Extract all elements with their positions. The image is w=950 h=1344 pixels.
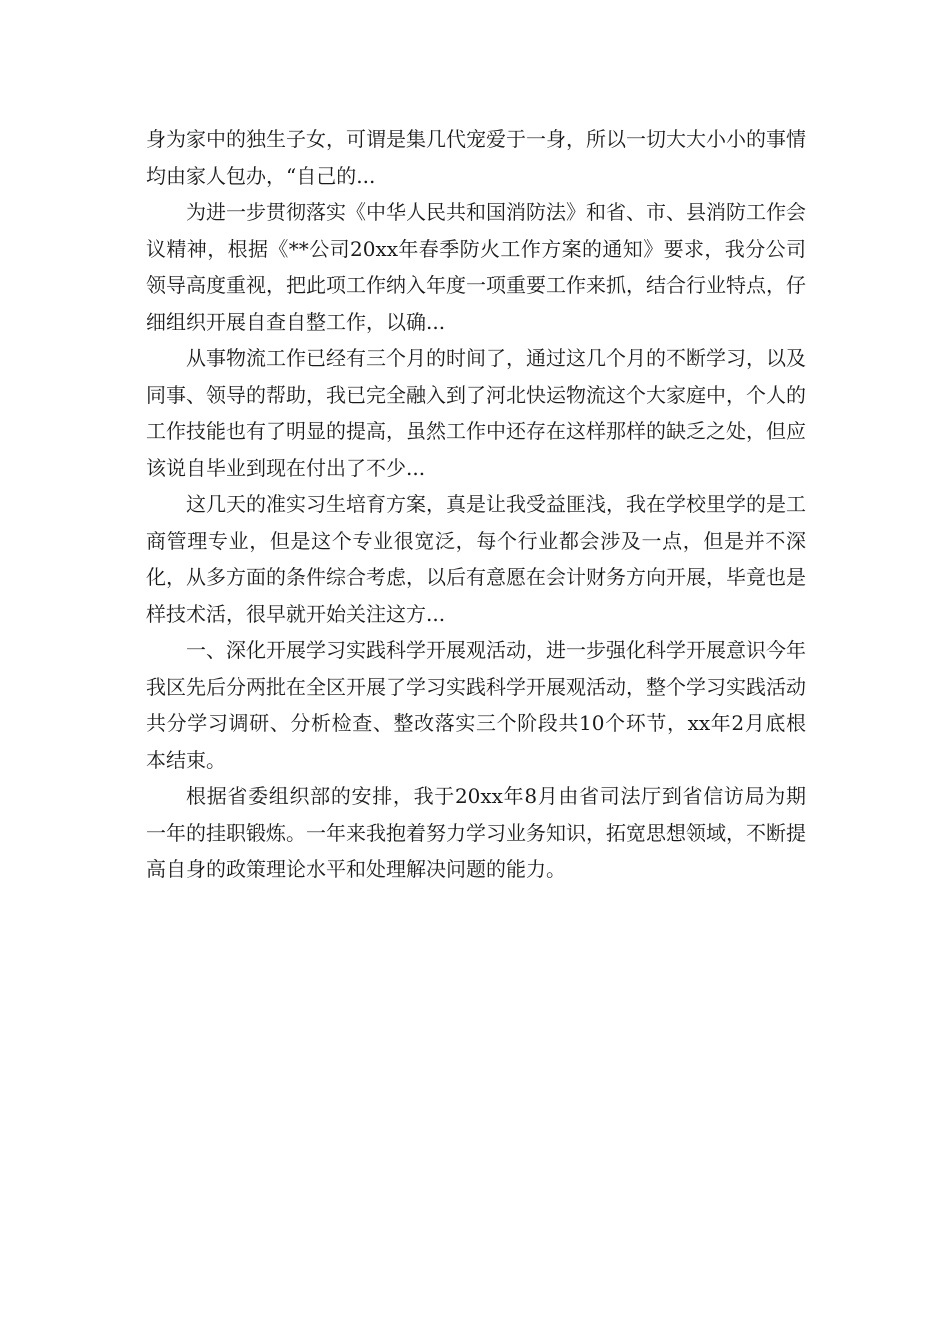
paragraph-4: 这几天的准实习生培育方案，真是让我受益匪浅，我在学校里学的是工商管理专业，但是这个专业很宽泛，每个行业都会涉及一点，但是并不深化，从多方面的条件综合考虑，以后有意愿在会计财务方向开展，毕竟也是样技术活，很早就开始关注这方... — [146, 492, 806, 626]
paragraph-6: 根据省委组织部的安排，我于20xx年8月由省司法厅到省信访局为期一年的挂职锻炼。一年来我抱着努力学习业务知识，拓宽思想领域，不断提高自身的政策理论水平和处理解决问题的能力。 — [146, 784, 806, 881]
paragraph-3: 从事物流工作已经有三个月的时间了，通过这几个月的不断学习，以及同事、领导的帮助，我已完全融入到了河北快运物流这个大家庭中，个人的工作技能也有了明显的提高，虽然工作中还存在这样那样的缺乏之处，但应该说自毕业到现在付出了不少... — [146, 346, 806, 480]
paragraph-2: 为进一步贯彻落实《中华人民共和国消防法》和省、市、县消防工作会议精神，根据《**公司20xx年春季防火工作方案的通知》要求，我分公司领导高度重视，把此项工作纳入年度一项重要工作来抓，结合行业特点，仔细组织开展自查自整工作，以确... — [146, 200, 806, 334]
paragraph-5: 一、深化开展学习实践科学开展观活动，进一步强化科学开展意识今年我区先后分两批在全区开展了学习实践科学开展观活动，整个学习实践活动共分学习调研、分析检查、整改落实三个阶段共10个环节，xx年2月底根本结束。 — [146, 638, 806, 772]
paragraph-1: 身为家中的独生子女，可谓是集几代宠爱于一身，所以一切大大小小的事情均由家人包办，“自己的... — [146, 127, 806, 188]
document-body — [146, 121, 806, 888]
